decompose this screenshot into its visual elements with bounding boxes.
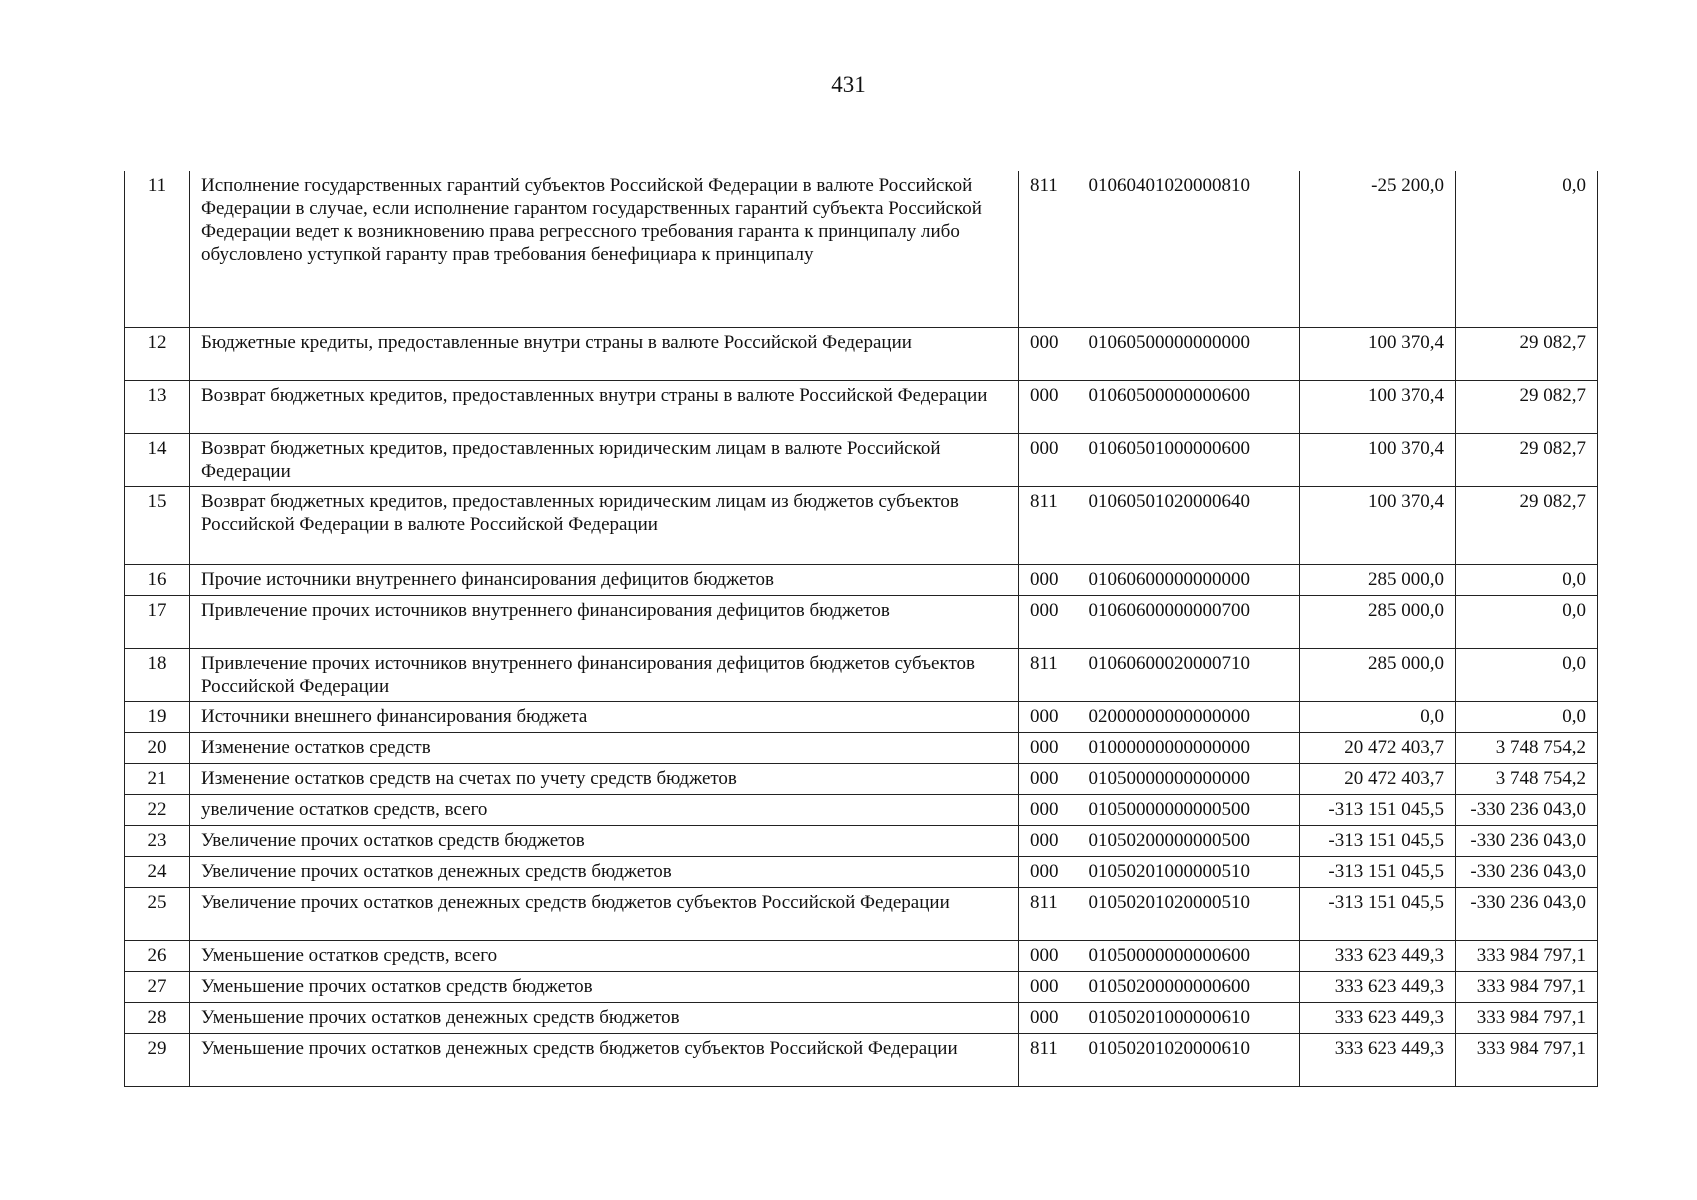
row-name: Уменьшение прочих остатков денежных средств бюджетов (190, 1002, 1019, 1033)
row-number: 16 (125, 564, 190, 595)
row-number: 14 (125, 433, 190, 486)
row-number: 29 (125, 1033, 190, 1086)
row-budget-code: 01050201020000510 (1089, 887, 1300, 940)
row-admin-code: 811 (1019, 171, 1089, 327)
row-value-2: 29 082,7 (1456, 433, 1598, 486)
row-value-1: 100 370,4 (1300, 327, 1456, 380)
row-number: 11 (125, 171, 190, 327)
row-admin-code: 000 (1019, 564, 1089, 595)
row-value-2: 0,0 (1456, 595, 1598, 648)
row-admin-code: 000 (1019, 794, 1089, 825)
row-value-1: 333 623 449,3 (1300, 1002, 1456, 1033)
row-budget-code: 01060501000000600 (1089, 433, 1300, 486)
row-name: Изменение остатков средств (190, 732, 1019, 763)
row-value-2: 333 984 797,1 (1456, 1002, 1598, 1033)
row-admin-code: 000 (1019, 825, 1089, 856)
row-value-2: 333 984 797,1 (1456, 971, 1598, 1002)
row-budget-code: 01000000000000000 (1089, 732, 1300, 763)
row-value-1: 333 623 449,3 (1300, 1033, 1456, 1086)
row-value-2: 29 082,7 (1456, 327, 1598, 380)
row-budget-code: 01060600000000000 (1089, 564, 1300, 595)
row-name: Увеличение прочих остатков денежных средств бюджетов субъектов Российской Федерации (190, 887, 1019, 940)
table-row (125, 887, 1598, 940)
row-admin-code: 811 (1019, 486, 1089, 564)
table-row (125, 648, 1598, 701)
row-name: увеличение остатков средств, всего (190, 794, 1019, 825)
row-name: Привлечение прочих источников внутреннего финансирования дефицитов бюджетов субъектов Российской Федерации (190, 648, 1019, 701)
row-value-1: 20 472 403,7 (1300, 763, 1456, 794)
row-name: Возврат бюджетных кредитов, предоставленных юридическим лицам в валюте Российской Федерации (190, 433, 1019, 486)
table-row (125, 380, 1598, 433)
row-name: Изменение остатков средств на счетах по учету средств бюджетов (190, 763, 1019, 794)
table-row (125, 763, 1598, 794)
row-value-2: 0,0 (1456, 564, 1598, 595)
row-value-2: -330 236 043,0 (1456, 887, 1598, 940)
row-value-2: 0,0 (1456, 171, 1598, 327)
table-row (125, 940, 1598, 971)
row-value-1: 100 370,4 (1300, 433, 1456, 486)
row-admin-code: 000 (1019, 763, 1089, 794)
row-number: 27 (125, 971, 190, 1002)
row-value-1: 333 623 449,3 (1300, 940, 1456, 971)
row-budget-code: 01050200000000500 (1089, 825, 1300, 856)
row-name: Уменьшение остатков средств, всего (190, 940, 1019, 971)
row-value-2: 29 082,7 (1456, 486, 1598, 564)
row-admin-code: 000 (1019, 595, 1089, 648)
table-row (125, 171, 1598, 327)
row-name: Уменьшение прочих остатков денежных средств бюджетов субъектов Российской Федерации (190, 1033, 1019, 1086)
row-value-1: 100 370,4 (1300, 380, 1456, 433)
table-row (125, 971, 1598, 1002)
row-admin-code: 000 (1019, 971, 1089, 1002)
table-row (125, 327, 1598, 380)
row-value-2: -330 236 043,0 (1456, 825, 1598, 856)
row-value-1: -313 151 045,5 (1300, 794, 1456, 825)
row-budget-code: 01060600000000700 (1089, 595, 1300, 648)
page-number: 431 (831, 72, 866, 97)
row-budget-code: 01050000000000500 (1089, 794, 1300, 825)
row-name: Возврат бюджетных кредитов, предоставленных внутри страны в валюте Российской Федерации (190, 380, 1019, 433)
row-budget-code: 01060501020000640 (1089, 486, 1300, 564)
row-number: 15 (125, 486, 190, 564)
table-row (125, 433, 1598, 486)
row-value-1: 333 623 449,3 (1300, 971, 1456, 1002)
row-value-2: 0,0 (1456, 648, 1598, 701)
row-name: Источники внешнего финансирования бюджета (190, 701, 1019, 732)
row-number: 25 (125, 887, 190, 940)
row-value-1: 0,0 (1300, 701, 1456, 732)
row-value-1: 20 472 403,7 (1300, 732, 1456, 763)
row-budget-code: 01060600020000710 (1089, 648, 1300, 701)
row-number: 18 (125, 648, 190, 701)
row-budget-code: 01060401020000810 (1088, 175, 1250, 196)
row-admin-code: 000 (1019, 380, 1089, 433)
row-value-1: -313 151 045,5 (1300, 856, 1456, 887)
row-number: 17 (125, 595, 190, 648)
row-number: 26 (125, 940, 190, 971)
row-name: Бюджетные кредиты, предоставленные внутри страны в валюте Российской Федерации (190, 327, 1019, 380)
budget-sources-table (124, 171, 1598, 1087)
row-value-1: -313 151 045,5 (1300, 887, 1456, 940)
row-number: 19 (125, 701, 190, 732)
row-value-1: 100 370,4 (1300, 486, 1456, 564)
row-value-2: 3 748 754,2 (1456, 763, 1598, 794)
table-row (125, 794, 1598, 825)
row-admin-code: 000 (1019, 940, 1089, 971)
row-name: Уменьшение прочих остатков средств бюджетов (190, 971, 1019, 1002)
row-budget-code: 01050000000000600 (1089, 940, 1300, 971)
row-value-1: -313 151 045,5 (1300, 825, 1456, 856)
row-name: Привлечение прочих источников внутреннего финансирования дефицитов бюджетов (190, 595, 1019, 648)
table-row (125, 564, 1598, 595)
row-value-1: 285 000,0 (1300, 564, 1456, 595)
row-admin-code: 000 (1019, 327, 1089, 380)
row-admin-code: 000 (1019, 856, 1089, 887)
table-row (125, 856, 1598, 887)
row-value-1: -25 200,0 (1300, 171, 1456, 327)
table-row (125, 732, 1598, 763)
row-admin-code: 811 (1019, 648, 1089, 701)
row-number: 20 (125, 732, 190, 763)
row-number: 13 (125, 380, 190, 433)
row-admin-code: 000 (1019, 732, 1089, 763)
table-row (125, 1002, 1598, 1033)
row-admin-code: 000 (1019, 701, 1089, 732)
row-value-2: 0,0 (1456, 701, 1598, 732)
row-budget-code: 01050200000000600 (1089, 971, 1300, 1002)
table-row (125, 825, 1598, 856)
row-number: 23 (125, 825, 190, 856)
row-value-2: -330 236 043,0 (1456, 856, 1598, 887)
row-admin-code: 000 (1019, 1002, 1089, 1033)
row-number: 22 (125, 794, 190, 825)
row-name: Исполнение государственных гарантий субъектов Российской Федерации в валюте Российской Федерации в случае, если исполнение гарантом государственных гарантий субъекта Российской Федерации ведет к возникновению права регрессного требования гаранта к принципалу либо обусловлено уступкой гаранту прав требования бенефициара к принципалу (190, 171, 1019, 327)
row-admin-code: 811 (1019, 1033, 1089, 1086)
row-value-1: 285 000,0 (1300, 648, 1456, 701)
row-budget-code: 02000000000000000 (1089, 701, 1300, 732)
row-number: 12 (125, 327, 190, 380)
table-row (125, 701, 1598, 732)
row-budget-code: 01060500000000000 (1089, 327, 1300, 380)
row-value-2: 3 748 754,2 (1456, 732, 1598, 763)
row-value-1: 285 000,0 (1300, 595, 1456, 648)
row-value-2: -330 236 043,0 (1456, 794, 1598, 825)
table-row (125, 1033, 1598, 1086)
row-name: Прочие источники внутреннего финансирования дефицитов бюджетов (190, 564, 1019, 595)
row-name: Увеличение прочих остатков денежных средств бюджетов (190, 856, 1019, 887)
row-number: 24 (125, 856, 190, 887)
row-name: Увеличение прочих остатков средств бюджетов (190, 825, 1019, 856)
row-budget-code: 01060500000000600 (1089, 380, 1300, 433)
row-budget-code: 01050201000000510 (1089, 856, 1300, 887)
row-number: 21 (125, 763, 190, 794)
row-number: 28 (125, 1002, 190, 1033)
row-budget-code: 01050000000000000 (1089, 763, 1300, 794)
row-name: Возврат бюджетных кредитов, предоставленных юридическим лицам из бюджетов субъектов Российской Федерации в валюте Российской Федерации (190, 486, 1019, 564)
row-admin-code: 000 (1019, 433, 1089, 486)
row-value-2: 333 984 797,1 (1456, 1033, 1598, 1086)
row-budget-code: 01050201000000610 (1089, 1002, 1300, 1033)
row-budget-code: 01050201020000610 (1089, 1033, 1300, 1086)
row-admin-code: 811 (1019, 887, 1089, 940)
table-row (125, 486, 1598, 564)
row-value-2: 29 082,7 (1456, 380, 1598, 433)
row-value-2: 333 984 797,1 (1456, 940, 1598, 971)
table-row (125, 595, 1598, 648)
